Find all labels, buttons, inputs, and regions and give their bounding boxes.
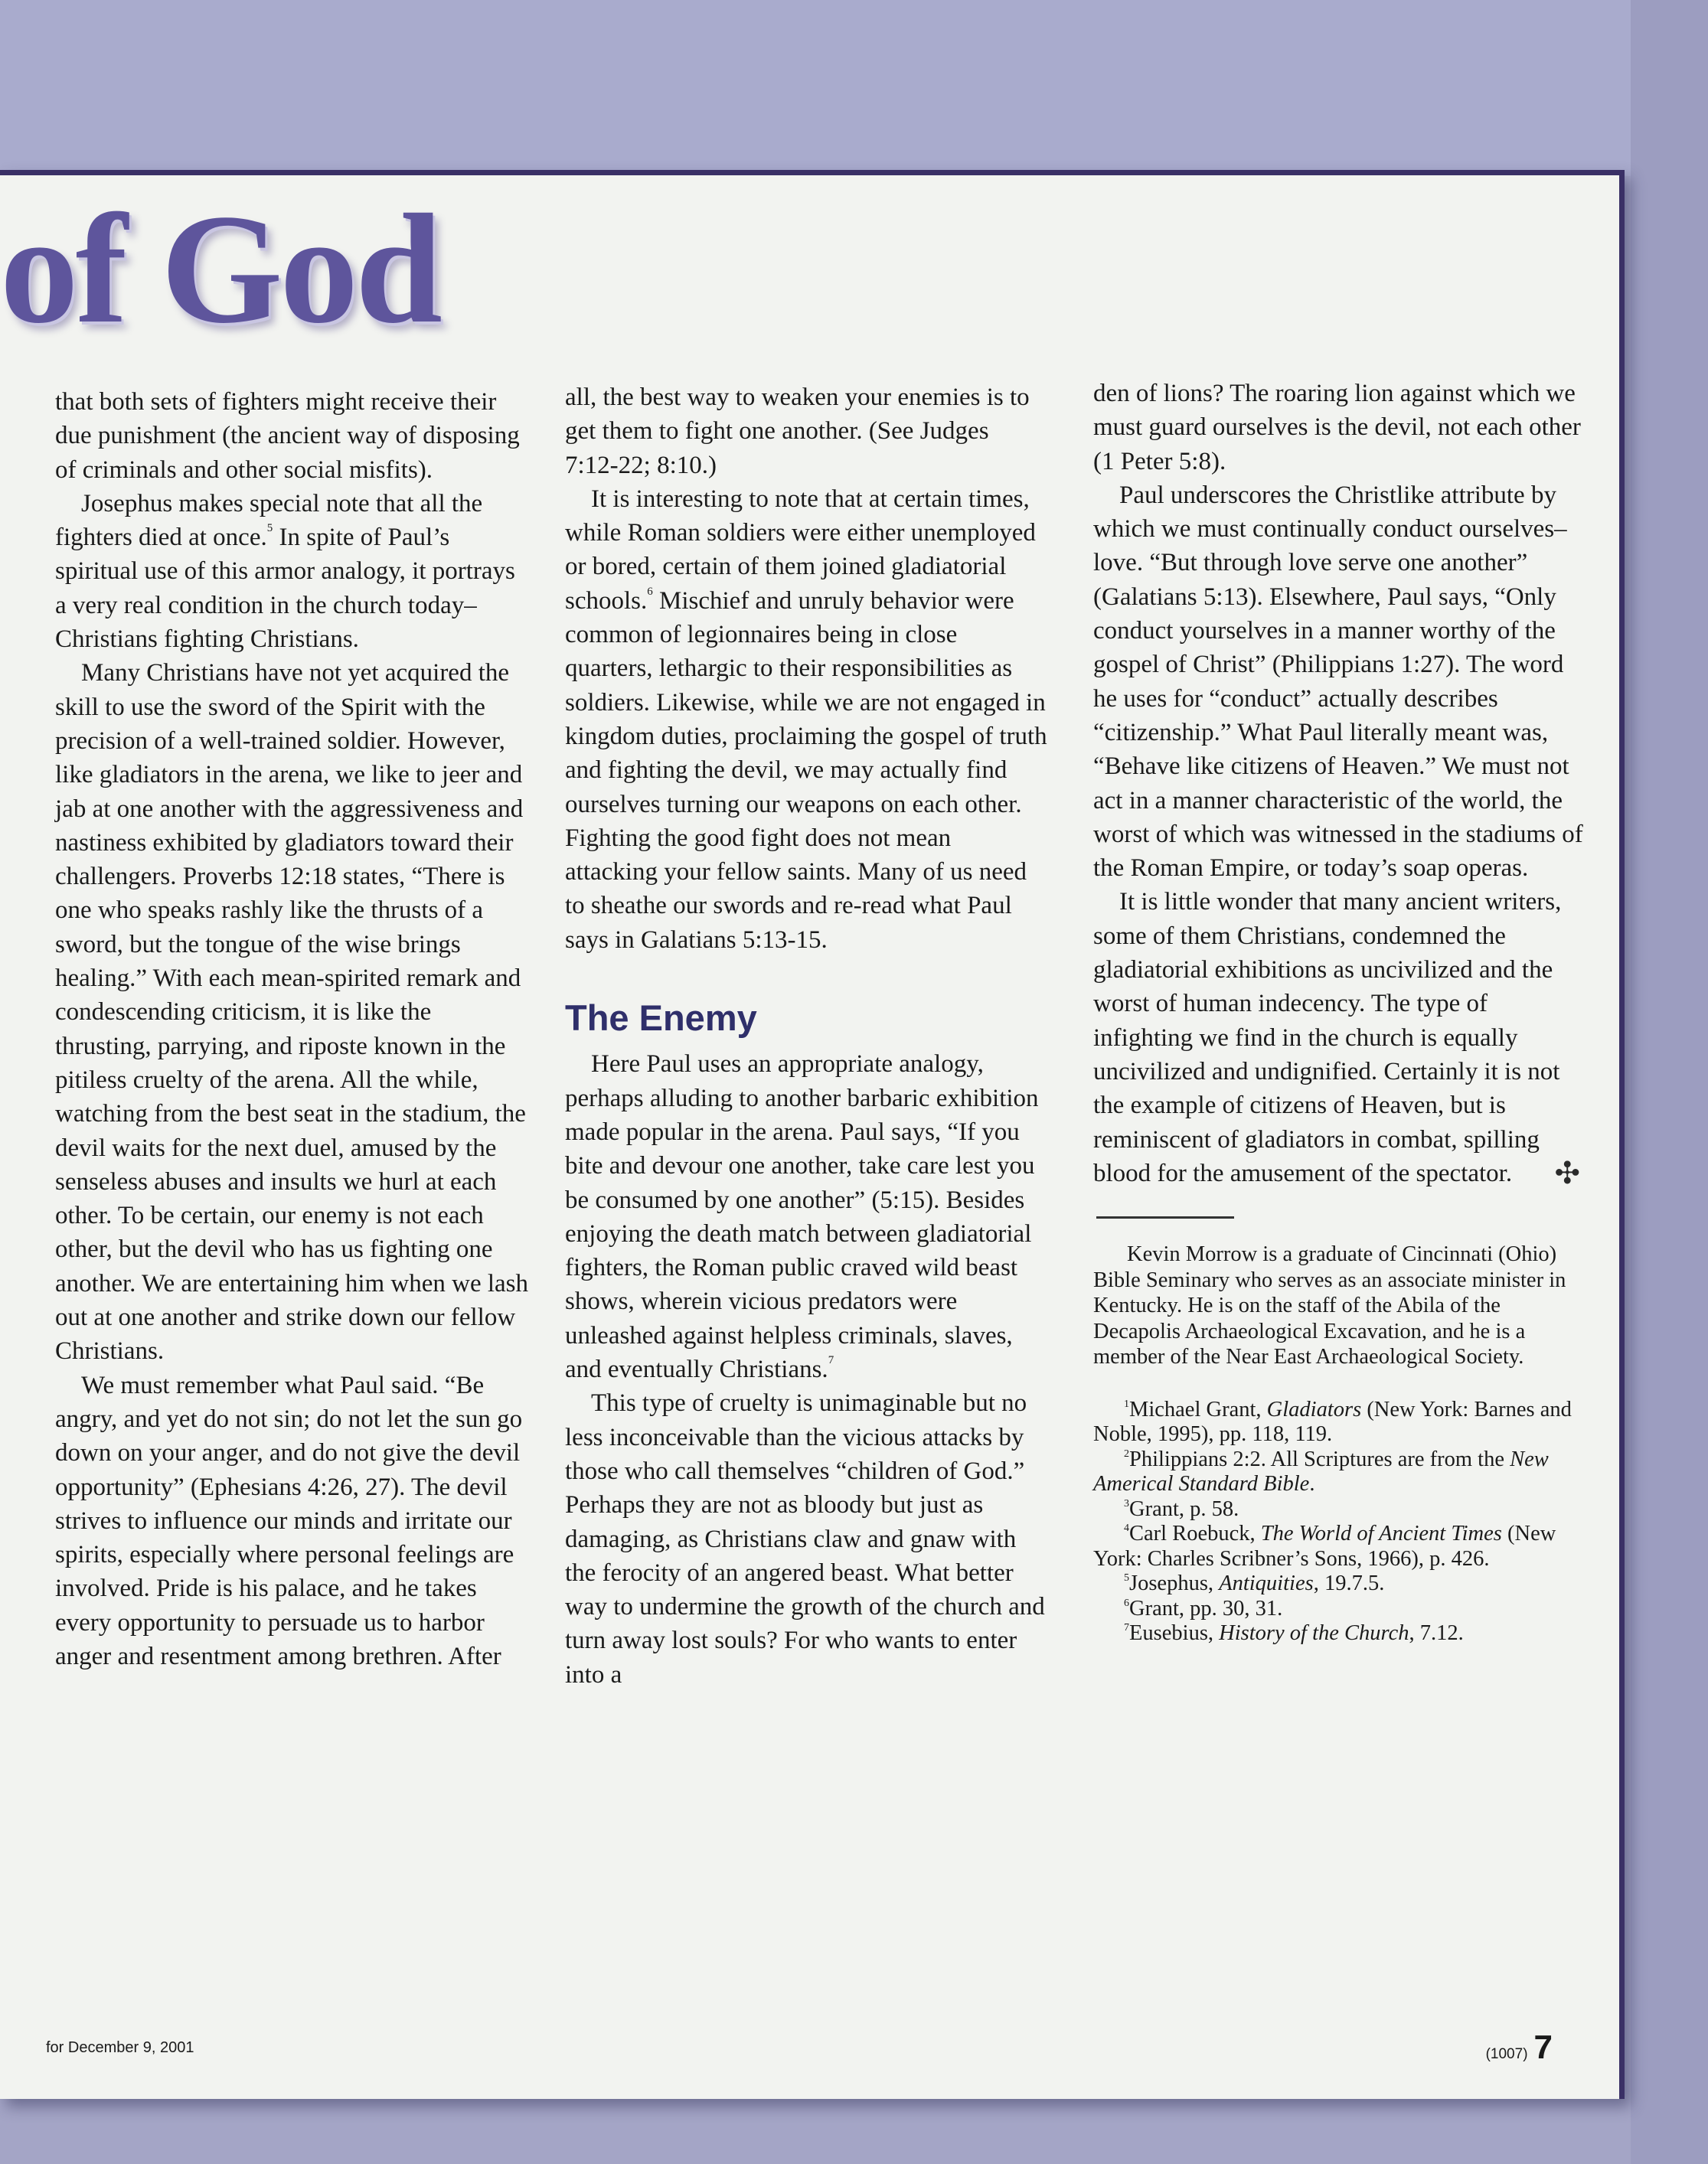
paragraph: Many Christians have not yet acquired the skill to use the sword of the Spirit with the precision of a well-trained soldier. However, like gladiators in the arena, we like to jeer and jab at one another with the aggressiveness and nastiness exhibited by gladiators toward their challengers. Proverbs 12:18 states, “There is one who speaks rashly like the thrusts of a sword, but the tongue of the wise brings healing.” With each mean-spirited remark and condescending criticism, it is like the thrusting, parrying, and riposte known in the pitiless cruelty of the arena. All the while, watching from the best seat in the stadium, the devil waits for the next duel, amused by the senseless abuses and insults we hurl at each other. To be certain, our enemy is not each other, but the devil who has us fighting one another. We are entertaining him when we lash out at one another and strike down our fellow Christians. bbox=[55, 659, 529, 1366]
footnote: $^6$Grant, pp. 30, 31. bbox=[1124, 1596, 1283, 1621]
footnote: $^3$Grant, p. 58. bbox=[1124, 1497, 1239, 1521]
separator-rule bbox=[1096, 1216, 1234, 1219]
headline: of God bbox=[0, 182, 439, 356]
paragraph: den of lions? The roaring lion against which we must guard ourselves is the devil, not each other (1 Peter 5:8). bbox=[1093, 380, 1581, 475]
issue-code: (1007) bbox=[1485, 2046, 1528, 2062]
article-column-1 bbox=[55, 385, 530, 1673]
paragraph: It is interesting to note that at certain times, while Roman soldiers were either unemployed or bored, certain of them joined gladiatorial schools.$^6$ Mischief and unruly behavior were common of legionnaires being in close quarters, lethargic to their responsibilities as soldiers. Likewise, while we are not engaged in kingdom duties, proclaiming the gospel of truth and fighting the devil, we may actually find ourselves turning our weapons on each other. Fighting the good fight does not mean attacking your fellow saints. Many of us need to sheathe our swords and re-read what Paul says in Galatians 5:13-15. bbox=[565, 485, 1047, 954]
paragraph: Josephus makes special note that all the fighters died at once.$^5$ In spite of Paul’s spiritual use of this armor analogy, it portrays a very real condition in the church today–Christians fighting Christians. bbox=[55, 489, 515, 654]
background-right bbox=[1631, 0, 1708, 2164]
page-number: 7 bbox=[1533, 2029, 1553, 2066]
footer-folio bbox=[1468, 2029, 1553, 2067]
footnote-ref: 7 bbox=[828, 1354, 834, 1367]
background-top bbox=[0, 0, 1708, 176]
end-of-article-icon: ✣ bbox=[1554, 1155, 1580, 1190]
footnote: $^1$Michael Grant, Gladiators (New York: Barnes and Noble, 1995), pp. 118, 119. bbox=[1093, 1397, 1572, 1447]
footnote-ref: 5 bbox=[266, 522, 273, 535]
article-column-2 bbox=[565, 380, 1047, 1692]
paragraph: It is little wonder that many ancient writers, some of them Christians, condemned the gladiatorial exhibitions as uncivilized and the worst of human indecency. The type of infighting we find in the church is equally uncivilized and undignified. Certainly it is not the example of citizens of Heaven, but is reminiscent of gladiators in combat, spilling blood for the amusement of the spectator. ✣ bbox=[1093, 888, 1580, 1190]
footnote-ref: 6 bbox=[647, 585, 653, 598]
footnotes bbox=[1093, 1398, 1583, 1647]
author-bio: Kevin Morrow is a graduate of Cincinnati (Ohio) Bible Seminary who serves as an associate minister in Kentucky. He is on the staff of the Abila of the Decapolis Archaeological Excavation, and he is a member of the Near East Archaeological Society. bbox=[1093, 1242, 1566, 1369]
paragraph: We must remember what Paul said. “Be angry, and yet do not sin; do not let the sun go down on your anger, and do not give the devil opportunity” (Ephesians 4:26, 27). The devil strives to influence our minds and irritate our spirits, especially where personal feelings are involved. Pride is his palace, and he takes every opportunity to persuade us to harbor anger and resentment among brethren. After bbox=[55, 1371, 523, 1670]
paragraph: that both sets of fighters might receive their due punishment (the ancient way of disposing of criminals and other social misfits). bbox=[55, 388, 520, 484]
article-column-3 bbox=[1093, 377, 1583, 1647]
footnote: $^7$Eusebius, History of the Church, 7.12. bbox=[1124, 1621, 1464, 1646]
paragraph: all, the best way to weaken your enemies is to get them to fight one another. (See Judges 7:12-22; 8:10.) bbox=[565, 384, 1030, 479]
footnote: $^5$Josephus, Antiquities, 19.7.5. bbox=[1124, 1572, 1385, 1596]
footer-date: for December 9, 2001 bbox=[46, 2039, 194, 2056]
paragraph: Paul underscores the Christlike attribute by which we must continually conduct ourselves–love. “But through love serve one another” (Galatians 5:13). Elsewhere, Paul says, “Only conduct yourselves in a manner worthy of the gospel of Christ” (Philippians 1:27). The word he uses for “conduct” actually describes “citizenship.” What Paul literally meant was, “Behave like citizens of Heaven.” We must not act in a manner characteristic of the world, the worst of which was witnessed in the stadiums of the Roman Empire, or today’s soap operas. bbox=[1093, 481, 1583, 883]
footnote: $^4$Carl Roebuck, The World of Ancient Times (New York: Charles Scribner’s Sons, 1966), p. 426. bbox=[1093, 1522, 1556, 1571]
footnote: $^2$Philippians 2:2. All Scriptures are from the New Americal Standard Bible. bbox=[1093, 1447, 1549, 1497]
section-heading: The Enemy bbox=[565, 997, 757, 1039]
paragraph: This type of cruelty is unimaginable but no less inconceivable than the vicious attacks by those who call themselves “children of God.” Perhaps they are not as bloody but just as damaging, as Christians claw and gnaw with the ferocity of an angered beast. What better way to undermine the growth of the church and turn away lost souls? For who wants to enter into a bbox=[565, 1389, 1045, 1689]
paragraph: Here Paul uses an appropriate analogy, perhaps alluding to another barbaric exhibition made popular in the arena. Paul says, “If you bite and devour one another, take care lest you be consumed by one another” (5:15). Besides enjoying the death match between gladiatorial fighters, the Roman public craved wild beast shows, wherein vicious predators were unleashed against helpless criminals, slaves, and eventually Christians.$^7$ bbox=[565, 1050, 1039, 1384]
